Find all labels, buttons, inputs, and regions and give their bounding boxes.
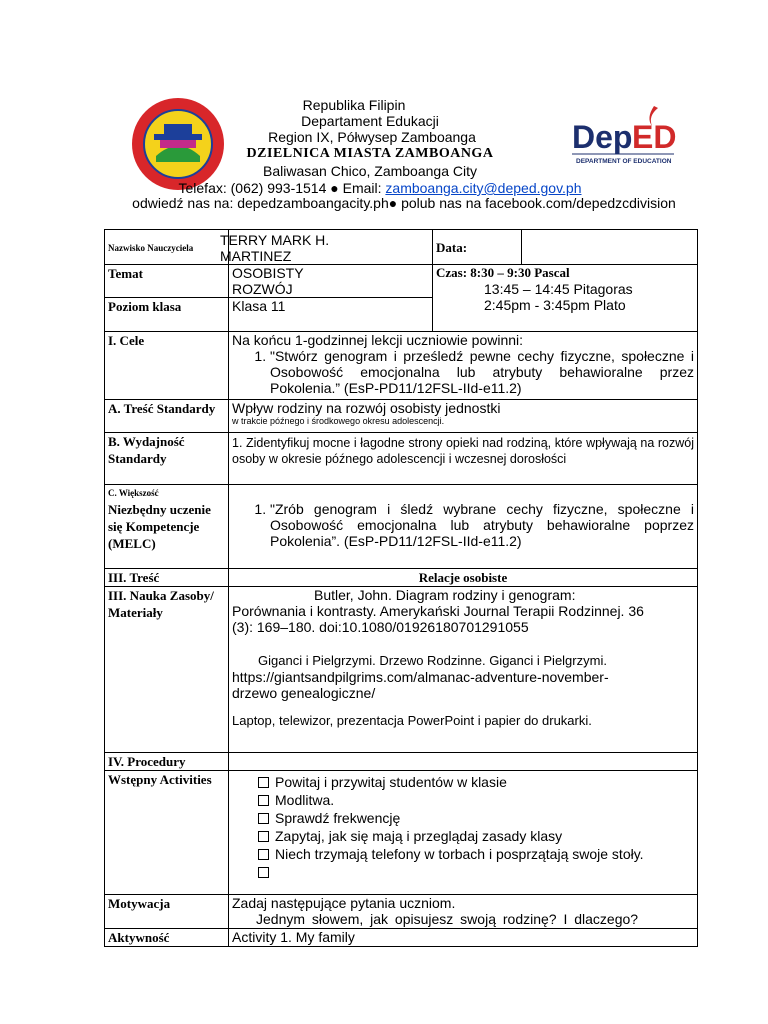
header-telefax <box>0 180 764 196</box>
prelim-item <box>258 863 694 881</box>
melc-item: 1. "Zrób genogram i śledź wybrane cechy fizyczne, społeczne i Osobowość emocjonalna lub atrybuty behawioralne poprzez Pokolenia”. (EsP-PD11/12FSL-IId-e11.2) <box>270 501 694 549</box>
res2-rest: https://giantsandpilgrims.com/almanac-adventure-november-drzewo genealogiczne/ <box>232 669 609 701</box>
prelim-label-cell <box>105 771 229 895</box>
prelim-cell <box>229 771 698 895</box>
telefax-text: Telefax: (062) 993-1514 ● Email: <box>178 180 386 196</box>
teacher-label-cell <box>105 230 229 265</box>
checkbox-icon <box>258 867 269 878</box>
prelim-item: Zapytaj, jak się mają i przeglądaj zasady klasy <box>258 827 694 845</box>
topic-value-cell <box>229 265 433 298</box>
time-line-2: 13:45 – 14:45 Pitagoras <box>484 281 633 297</box>
procedures-label-cell <box>105 753 229 771</box>
svg-text:DEPARTMENT OF EDUCATION: DEPARTMENT OF EDUCATION <box>576 158 672 165</box>
header-department: Departament Edukacji <box>301 113 439 129</box>
activity-cell <box>229 929 698 947</box>
teacher-label: Nazwisko Nauczyciela <box>108 243 194 253</box>
perf-std-cell <box>229 433 698 485</box>
checkbox-icon <box>258 831 269 842</box>
content-std-small: w trakcie późnego i środkowego okresu adolescencji. <box>232 416 445 426</box>
date-label-cell <box>433 230 522 265</box>
header-republic: Republika Filipin <box>302 97 406 113</box>
activity-label-cell <box>105 929 229 947</box>
header-visit: odwiedź nas na: depedzamboangacity.ph● polub nas na facebook.com/depedzcdivision <box>132 195 676 211</box>
header-division: DZIELNICA MIASTA ZAMBOANGA <box>246 146 494 161</box>
topic-label-cell <box>105 265 229 298</box>
goals-label-cell <box>105 332 229 400</box>
prelim-list <box>232 771 694 881</box>
checkbox-icon <box>258 849 269 860</box>
perf-std-label: B. Wydajność Standardy <box>108 434 185 466</box>
prelim-item: Sprawdź frekwencję <box>258 809 694 827</box>
level-value: Klasa 11 <box>232 298 286 314</box>
prelim-item: Niech trzymają telefony w torbach i posprzątają swoje stoły. <box>258 845 663 863</box>
content-label: III. Treść <box>108 570 160 585</box>
activity-value: Activity 1. My family <box>232 929 355 945</box>
level-label-cell <box>105 298 229 332</box>
prelim-item: Powitaj i przywitaj studentów w klasie <box>258 773 694 791</box>
time-cell <box>433 265 698 332</box>
goals-list <box>232 348 694 396</box>
content-std-label: A. Treść Standardy <box>108 401 216 416</box>
motivation-label: Motywacja <box>108 896 171 911</box>
topic-label: Temat <box>108 266 143 281</box>
motivation-2: Jednym słowem, jak opisujesz swoją rodzinę? I dlaczego? <box>256 911 639 927</box>
email-link[interactable]: zamboanga.city@deped.gov.ph <box>385 180 582 196</box>
res1-rest: Porównania i kontrasty. Amerykański Journal Terapii Rodzinnej. 36 (3): 169–180. doi:10.1080/01926180701291055 <box>232 603 644 635</box>
time-line-3: 2:45pm - 3:45pm Plato <box>484 297 626 313</box>
header-region: Region IX, Półwysep Zamboanga <box>268 129 476 145</box>
activity-label: Aktywność <box>108 930 170 945</box>
content-std-main: Wpływ rodziny na rozwój osobisty jednostki <box>232 400 501 416</box>
motivation-cell <box>229 895 698 929</box>
res1-head: Butler, John. Diagram rodziny i genogram: <box>314 587 576 603</box>
time-label: Czas: 8:30 – 9:30 Pascal <box>436 265 570 280</box>
goals-cell <box>229 332 698 400</box>
checkbox-icon <box>258 777 269 788</box>
date-label: Data: <box>436 239 468 255</box>
motivation-1: Zadaj następujące pytania uczniom. <box>232 895 456 911</box>
content-value: Relacje osobiste <box>418 570 508 585</box>
header-address: Baliwasan Chico, Zamboanga City <box>263 163 477 179</box>
content-label-cell <box>105 569 229 587</box>
level-label: Poziom klasa <box>108 299 182 314</box>
content-value-cell <box>229 569 698 587</box>
content-std-cell <box>229 400 698 433</box>
resources-label-cell <box>105 587 229 753</box>
goals-intro: Na końcu 1-godzinnej lekcji uczniowie powinni: <box>232 332 524 348</box>
goals-item: 1. "Stwórz genogram i prześledź pewne cechy fizyczne, społeczne i Osobowość emocjonalna lub atrybuty behawioralne przez Pokolenia.” (EsP-PD11/12FSL-IId-e11.2) <box>270 348 694 396</box>
procedures-cell <box>229 753 698 771</box>
goals-label: I. Cele <box>108 333 145 348</box>
date-value-cell <box>522 230 698 265</box>
lesson-plan-table <box>104 229 698 947</box>
melc-label: Niezbędny uczenie się Kompetencje (MELC) <box>108 502 211 551</box>
res2-head: Giganci i Pielgrzymi. Drzewo Rodzinne. Giganci i Pielgrzymi. <box>258 653 607 668</box>
prelim-item: Modlitwa. <box>258 791 694 809</box>
prelim-label: Wstępny Activities <box>108 772 212 787</box>
resources-cell <box>229 587 698 753</box>
res3: Laptop, telewizor, prezentacja PowerPoint i papier do drukarki. <box>232 713 592 728</box>
motivation-label-cell <box>105 895 229 929</box>
procedures-label: IV. Procedury <box>108 754 186 769</box>
topic-value: OSOBISTY ROZWÓJ <box>232 265 304 297</box>
melc-cell <box>229 485 698 569</box>
perf-std-value: 1. Zidentyfikuj mocne i łagodne strony opieki nad rodziną, które wpływają na rozwój osoby w okresie późnego adolescencji i wczesnej dorosłości <box>232 436 694 466</box>
svg-text:ED: ED <box>632 119 677 155</box>
checkbox-icon <box>258 813 269 824</box>
level-value-cell <box>229 298 433 332</box>
melc-small: C. Większość <box>108 488 159 498</box>
resources-label: III. Nauka Zasoby/ Materiały <box>108 588 214 620</box>
content-std-label-cell <box>105 400 229 433</box>
checkbox-icon <box>258 795 269 806</box>
melc-list <box>232 501 694 549</box>
melc-label-cell <box>105 485 229 569</box>
svg-text:Dep: Dep <box>572 119 633 155</box>
perf-std-label-cell <box>105 433 229 485</box>
teacher-value: TERRY MARK H. MARTINEZ <box>220 232 330 264</box>
teacher-value-cell <box>220 230 433 265</box>
